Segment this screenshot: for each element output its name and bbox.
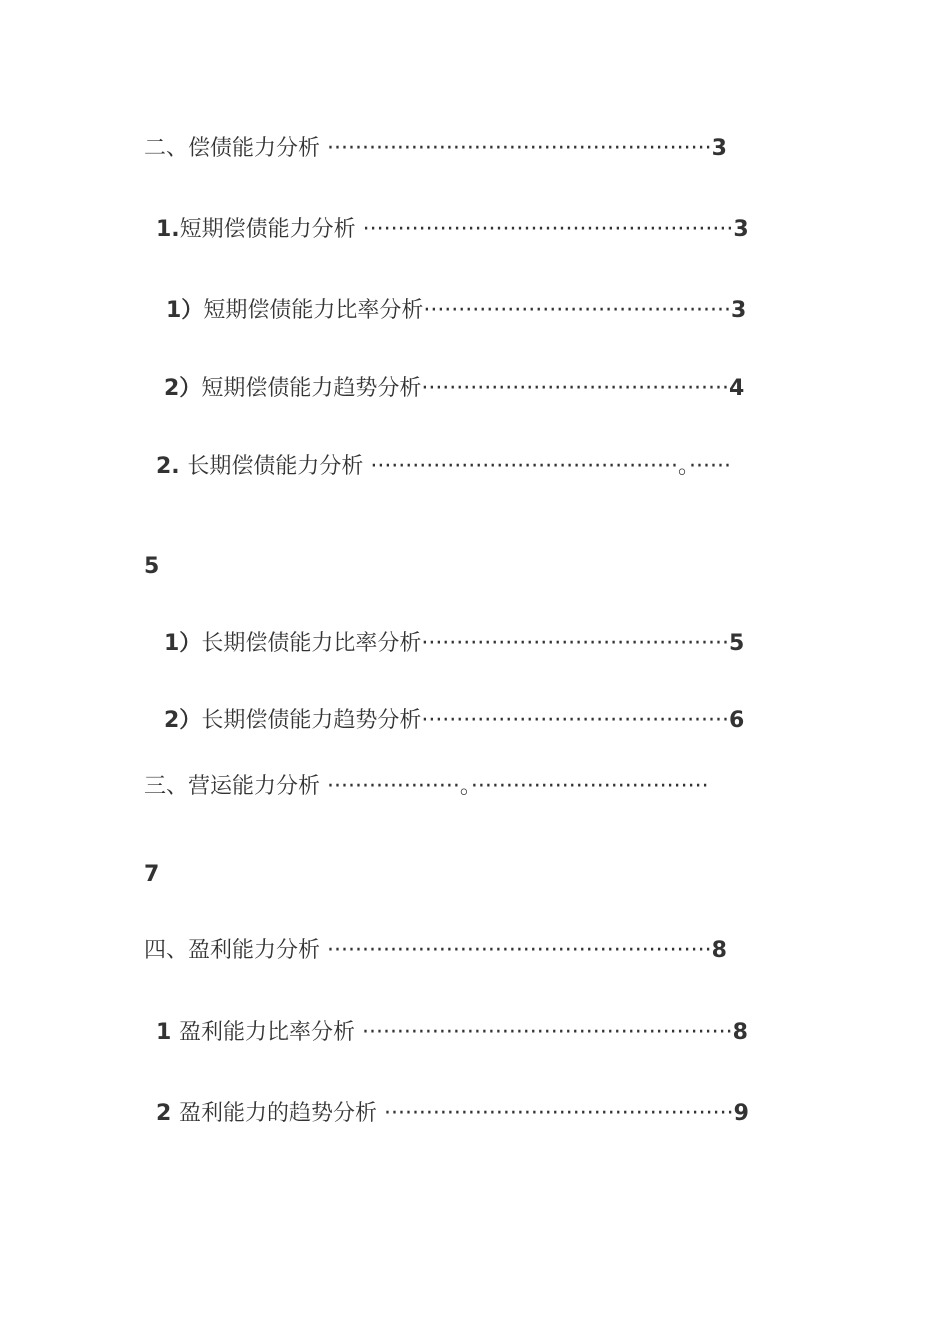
toc-entry-2-1 xyxy=(156,215,749,245)
toc-entry-section-3 xyxy=(144,772,709,802)
toc-leader-dots: ······················································· xyxy=(327,938,712,963)
toc-entry-number: 1. xyxy=(156,217,180,242)
toc-page-number: 5 xyxy=(144,554,160,579)
toc-page-number: 6 xyxy=(729,708,745,733)
toc-entry-title: 四、盈利能力分析 xyxy=(144,938,327,963)
toc-entry-number: 2 xyxy=(156,1101,179,1126)
toc-entry-title: 短期偿债能力趋势分析 xyxy=(201,376,422,401)
toc-entry-section-4 xyxy=(144,936,727,966)
toc-entry-number: 1） xyxy=(166,298,204,323)
toc-page-number: 8 xyxy=(711,938,727,963)
toc-entry-4-2 xyxy=(156,1099,749,1129)
toc-entry-title: 盈利能力的趋势分析 xyxy=(178,1101,384,1126)
toc-leader-dots: ············································ xyxy=(421,376,730,401)
toc-page-number: 3 xyxy=(733,217,749,242)
toc-entry-2-2-page xyxy=(144,552,159,582)
toc-leader-dots: ············································ xyxy=(423,298,732,323)
toc-leader-dots: ···················。·································· xyxy=(327,774,709,799)
toc-page-number: 3 xyxy=(711,136,727,161)
toc-entry-title: 三、营运能力分析 xyxy=(144,774,327,799)
toc-entry-2-2-2 xyxy=(164,706,744,736)
toc-page-number: 4 xyxy=(729,376,745,401)
toc-leader-dots: ····················································· xyxy=(362,217,734,242)
toc-entry-number: 2. xyxy=(156,454,188,479)
toc-page-number: 5 xyxy=(729,631,745,656)
toc-entry-title: 长期偿债能力趋势分析 xyxy=(201,708,422,733)
toc-entry-2-2 xyxy=(156,452,731,482)
toc-entry-number: 2） xyxy=(164,376,202,401)
toc-page-number: 3 xyxy=(731,298,747,323)
toc-entry-section-2 xyxy=(144,134,727,164)
toc-leader-dots: ············································ xyxy=(421,631,730,656)
toc-entry-title: 短期偿债能力分析 xyxy=(179,217,363,242)
toc-entry-title: 长期偿债能力比率分析 xyxy=(201,631,422,656)
toc-entry-2-2-1 xyxy=(164,629,744,659)
toc-entry-title: 长期偿债能力分析 xyxy=(187,454,371,479)
toc-entry-section-3-page xyxy=(144,860,159,890)
toc-entry-4-1 xyxy=(156,1018,748,1048)
toc-page-number: 8 xyxy=(732,1020,748,1045)
toc-leader-dots: ······················································· xyxy=(327,136,712,161)
toc-entry-number: 2） xyxy=(164,708,202,733)
toc-entry-title: 二、偿债能力分析 xyxy=(144,136,327,161)
toc-entry-title: 盈利能力比率分析 xyxy=(178,1020,362,1045)
toc-entry-number: 1） xyxy=(164,631,202,656)
toc-leader-dots: ············································。······ xyxy=(370,454,731,479)
toc-entry-number: 1 xyxy=(156,1020,179,1045)
toc-entry-2-1-2 xyxy=(164,374,744,404)
toc-page-number: 9 xyxy=(733,1101,749,1126)
toc-leader-dots: ·················································· xyxy=(383,1101,734,1126)
toc-leader-dots: ············································ xyxy=(421,708,730,733)
toc-entry-2-1-1 xyxy=(166,296,746,326)
toc-leader-dots: ····················································· xyxy=(361,1020,733,1045)
toc-page-number: 7 xyxy=(144,862,160,887)
toc-entry-title: 短期偿债能力比率分析 xyxy=(203,298,424,323)
